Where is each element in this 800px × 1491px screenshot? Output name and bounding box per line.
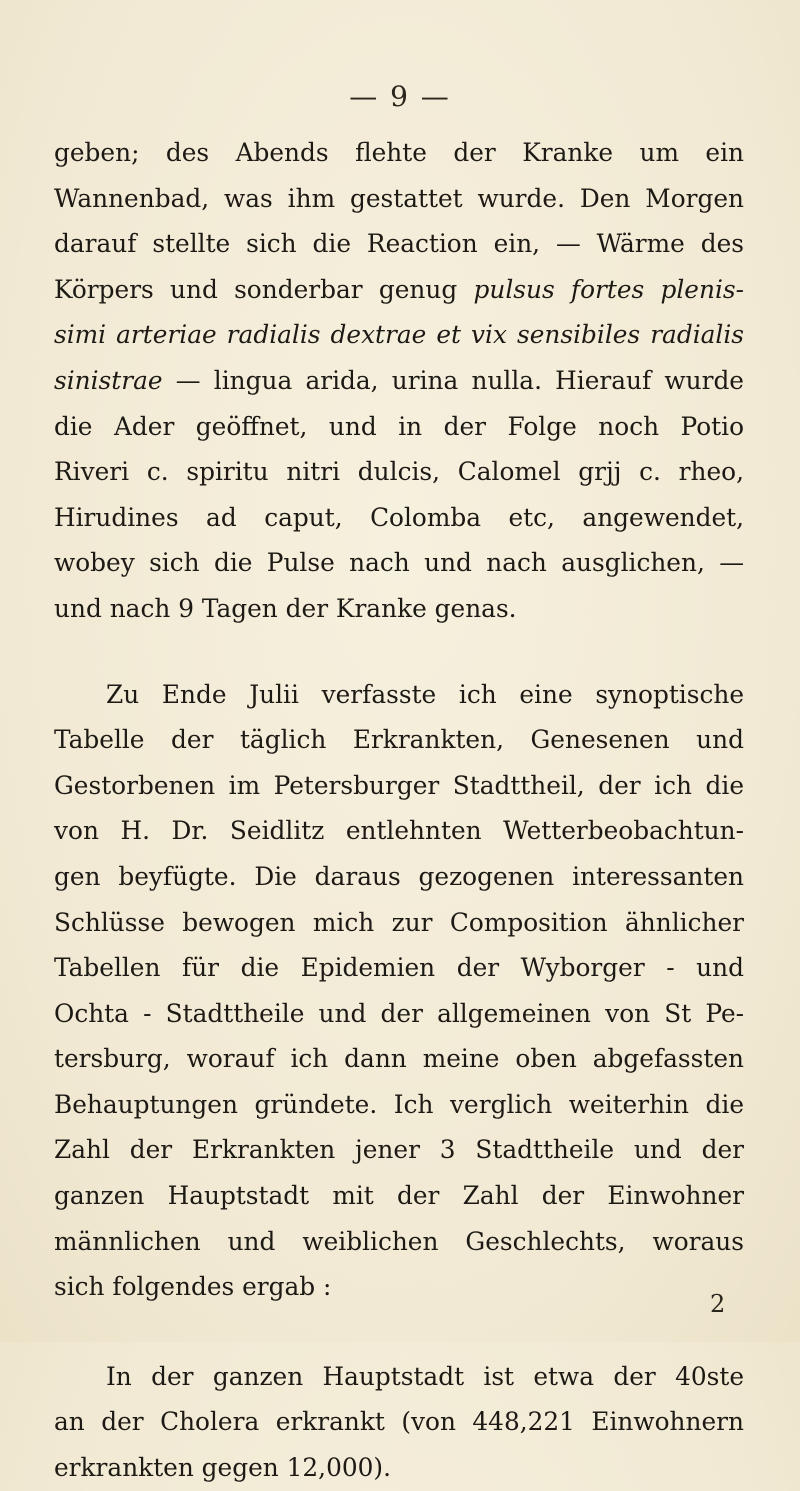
text-line: tersburg, worauf ich dann meine oben abgefassten — [54, 1044, 744, 1074]
signature-mark: 2 — [710, 1290, 726, 1318]
paragraph-gap — [54, 1310, 744, 1354]
text-line: Tabelle der täglich Erkrankten, Genesenen und — [54, 725, 744, 755]
text-line: männlichen und weiblichen Geschlechts, woraus — [54, 1226, 744, 1256]
text-fragment: Körpers und sonderbar genug — [54, 274, 474, 304]
text-line: darauf stellte sich die Reaction ein, — Wärme des — [54, 229, 744, 259]
text-line: Behauptungen gründete. Ich verglich weiterhin die — [54, 1089, 744, 1119]
text-line: In der ganzen Hauptstadt ist etwa der 40ste — [106, 1361, 744, 1391]
text-line: wobey sich die Pulse nach und nach ausglichen, — — [54, 548, 744, 578]
text-line: Zu Ende Julii verfasste ich eine synoptische — [106, 679, 744, 709]
text-line-italic — [54, 312, 744, 358]
text-line: Schlüsse bewogen mich zur Composition ähnlicher — [54, 907, 744, 937]
text-line: Ochta - Stadttheile und der allgemeinen von St Pe- — [54, 998, 744, 1028]
paragraph-gap — [54, 632, 744, 672]
text-line: geben; des Abends flehte der Kranke um ein — [54, 138, 744, 167]
text-line: sich folgendes ergab : — [54, 1272, 332, 1302]
body-text — [54, 130, 744, 1491]
italic-fragment: sinistrae — [54, 365, 163, 395]
text-line: Zahl der Erkrankten jener 3 Stadttheile und der — [54, 1135, 744, 1165]
text-line: und nach 9 Tagen der Kranke genas. — [54, 593, 517, 623]
text-line-mixed — [54, 267, 744, 313]
page-number-header: — 9 — — [349, 80, 451, 113]
text-line-mixed — [54, 358, 744, 404]
text-line: Wannenbad, was ihm gestattet wurde. Den Morgen — [54, 183, 744, 213]
text-line: Hirudines ad caput, Colomba etc, angewendet, — [54, 502, 744, 532]
text-fragment: — lingua arida, urina nulla. Hierauf wurde — [162, 365, 744, 395]
italic-fragment: simi arteriae radialis dextrae et vix sensibiles radialis — [54, 320, 744, 350]
italic-fragment: pulsus fortes plenis- — [473, 274, 744, 304]
text-line: von H. Dr. Seidlitz entlehnten Wetterbeobachtun- — [54, 816, 744, 846]
text-line: ganzen Hauptstadt mit der Zahl der Einwohner — [54, 1181, 744, 1211]
text-line: Riveri c. spiritu nitri dulcis, Calomel grjj c. rheo, — [54, 457, 744, 487]
text-line: die Ader geöffnet, und in der Folge noch Potio — [54, 411, 744, 441]
text-line: Tabellen für die Epidemien der Wyborger - und — [54, 953, 744, 983]
text-line: an der Cholera erkrankt (von 448,221 Einwohnern — [54, 1407, 744, 1437]
text-line: gen beyfügte. Die daraus gezogenen interessanten — [54, 861, 744, 891]
text-line: Gestorbenen im Petersburger Stadttheil, der ich die — [54, 770, 744, 800]
text-line: erkrankten gegen 12,000). — [54, 1453, 391, 1483]
